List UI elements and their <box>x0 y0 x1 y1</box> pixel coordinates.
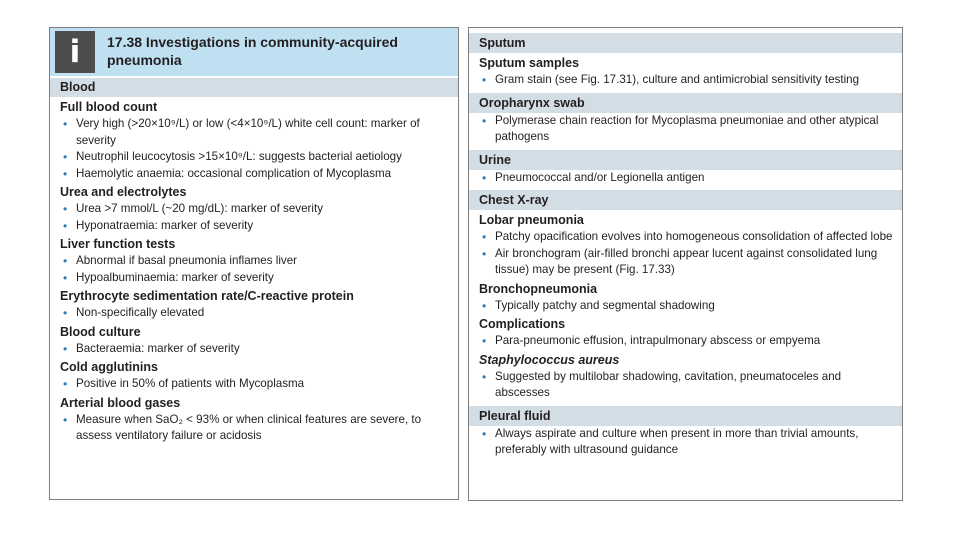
subsection-sputum-samples <box>469 55 902 89</box>
list-item: • Haemolytic anaemia: occasional complication of Mycoplasma <box>60 166 454 183</box>
section-sputum: Sputum <box>469 33 902 53</box>
list-item: • Patchy opacification evolves into homogeneous consolidation of affected lobe <box>479 229 898 246</box>
subsection-pleural <box>469 426 902 459</box>
list-item: • Gram stain (see Fig. 17.31), culture and antimicrobial sensitivity testing <box>479 72 898 89</box>
subsection-title: Staphylococcus aureus <box>479 352 620 367</box>
subsection-title: Arterial blood gases <box>60 395 181 410</box>
subsection-title: Sputum samples <box>479 56 580 70</box>
subsection-complications <box>469 316 902 350</box>
left-panel <box>49 27 459 500</box>
info-icon: i <box>55 31 95 73</box>
list-item: • Very high (>20×10⁹/L) or low (<4×10⁹/L) white cell count: marker of severity <box>60 116 454 149</box>
subsection-title: Urea and electrolytes <box>60 185 187 199</box>
section-pleural-fluid: Pleural fluid <box>469 406 902 426</box>
list-item: • Neutrophil leucocytosis >15×10⁹/L: suggests bacterial aetiology <box>60 149 454 166</box>
list-item: • Bacteraemia: marker of severity <box>60 341 454 358</box>
subsection-broncho <box>469 281 902 315</box>
subsection-lobar <box>469 212 902 279</box>
list-item: • Typically patchy and segmental shadowing <box>479 298 898 315</box>
list-item: • Hypoalbuminaemia: marker of severity <box>60 270 454 287</box>
box-header <box>50 28 458 76</box>
subsection-cold-agglutinins <box>50 359 458 393</box>
list-item: • Pneumococcal and/or Legionella antigen <box>479 170 898 187</box>
section-urine: Urine <box>469 150 902 170</box>
subsection-lft <box>50 236 458 286</box>
section-oropharynx: Oropharynx swab <box>469 93 902 113</box>
list-item: • Para-pneumonic effusion, intrapulmonary abscess or empyema <box>479 333 898 350</box>
subsection-oropharynx <box>469 113 902 146</box>
section-chest-xray: Chest X-ray <box>469 190 902 210</box>
list-item: • Urea >7 mmol/L (~20 mg/dL): marker of severity <box>60 201 454 218</box>
box-title: 17.38 Investigations in community-acquired pneumonia <box>107 34 398 68</box>
subsection-fbc <box>50 99 458 182</box>
subsection-title: Erythrocyte sedimentation rate/C-reactive protein <box>60 289 354 303</box>
list-item: • Suggested by multilobar shadowing, cavitation, pneumatoceles and abscesses <box>479 369 898 402</box>
subsection-title: Complications <box>479 317 566 331</box>
subsection-esr-crp <box>50 288 458 322</box>
section-blood: Blood <box>50 78 458 97</box>
subsection-title: Full blood count <box>60 100 158 114</box>
list-item: • Positive in 50% of patients with Mycoplasma <box>60 376 454 393</box>
subsection-title: Liver function tests <box>60 237 176 251</box>
subsection-urea <box>50 184 458 234</box>
subsection-urine <box>469 170 902 187</box>
list-item: • Abnormal if basal pneumonia inflames liver <box>60 253 454 270</box>
right-panel <box>468 27 903 501</box>
subsection-title: Cold agglutinins <box>60 360 158 374</box>
subsection-staph <box>469 352 902 402</box>
subsection-title: Bronchopneumonia <box>479 281 598 296</box>
list-item: • Measure when SaO₂ < 93% or when clinical features are severe, to assess ventilatory failure or acidosis <box>60 412 454 445</box>
list-item: • Non-specifically elevated <box>60 305 454 322</box>
subsection-title: Lobar pneumonia <box>479 213 584 227</box>
list-item: • Air bronchogram (air-filled bronchi appear lucent against consolidated lung tissue) may be present (Fig. 17.33) <box>479 246 898 279</box>
list-item: • Always aspirate and culture when present in more than trivial amounts, preferably with ultrasound guidance <box>479 426 898 459</box>
subsection-abg <box>50 395 458 445</box>
subsection-title: Blood culture <box>60 324 141 339</box>
list-item: • Polymerase chain reaction for Mycoplasma pneumoniae and other atypical pathogens <box>479 113 898 146</box>
subsection-blood-culture <box>50 324 458 358</box>
list-item: • Hyponatraemia: marker of severity <box>60 218 454 235</box>
